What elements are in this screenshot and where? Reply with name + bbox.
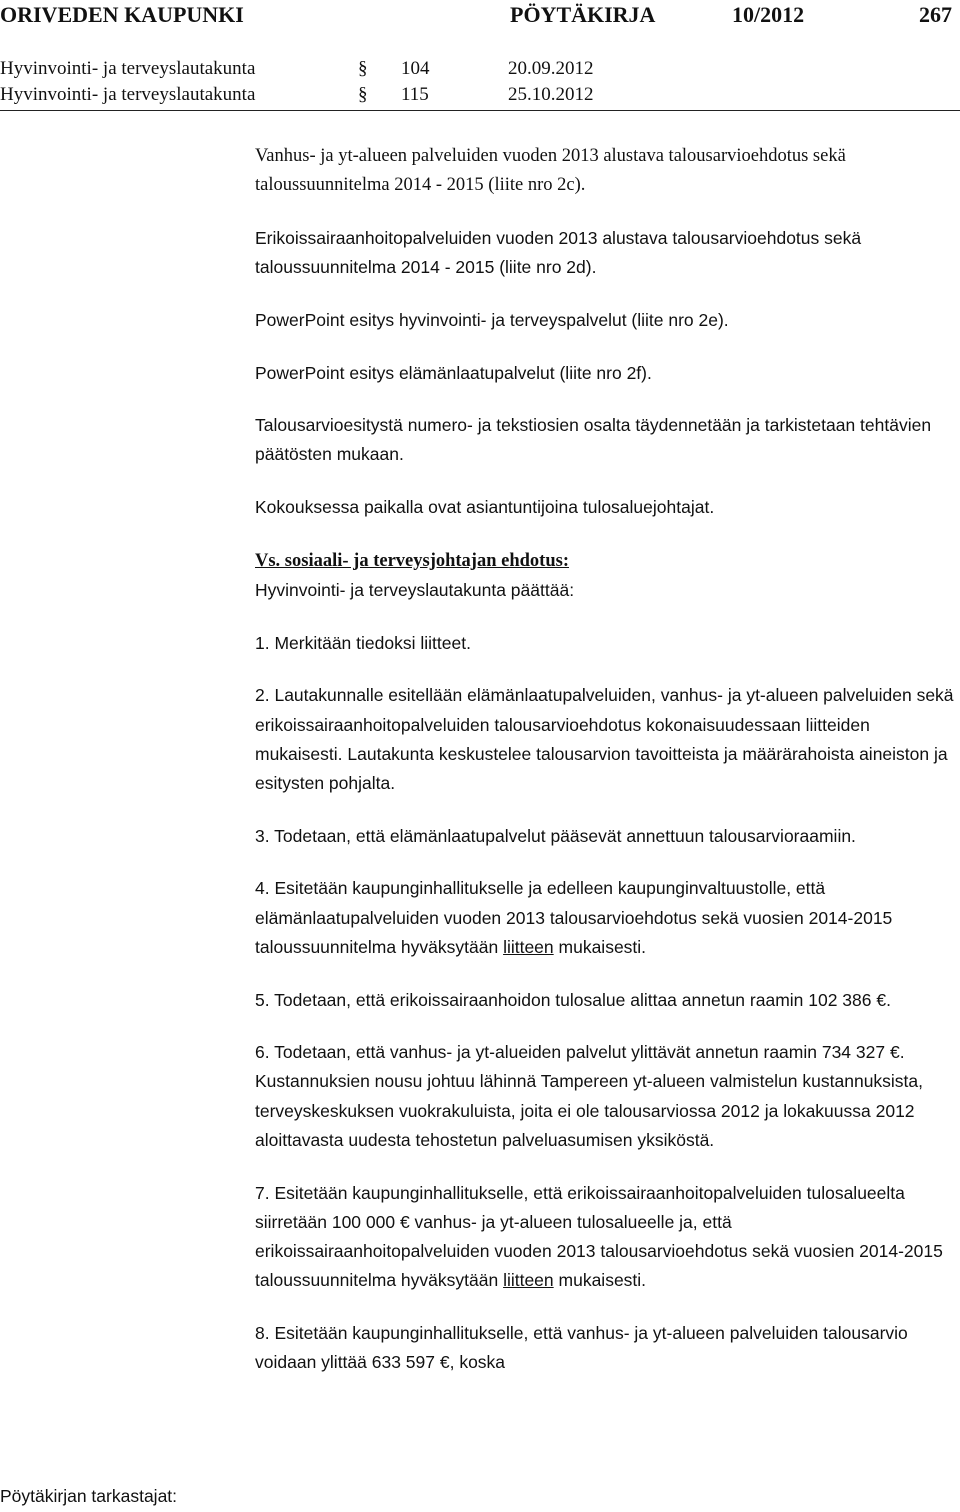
proposal-heading: Vs. sosiaali- ja terveysjohtajan ehdotus: bbox=[255, 550, 569, 571]
paragraph: Erikoissairaanhoitopalveluiden vuoden 2013 alustava talousarvioehdotus sekä taloussuunnitelma 2014 - 2015 (liite nro 2d). bbox=[255, 227, 862, 278]
paragraph: Vanhus- ja yt-alueen palveluiden vuoden 2013 alustava talousarvioehdotus sekä taloussuunnitelma 2014 - 2015 (liite nro 2c). bbox=[255, 146, 846, 196]
decision-item: 2. Lautakunnalle esitellään elämänlaatupalveluiden, vanhus- ja yt-alueen palveluiden sekä erikoissairaanhoitopalveluiden talousarvioehdotus kokonaisuudessaan liitteiden mukaisesti. Lautakunta keskustelee talousarvion tavoitteista ja määrärahoista aineiston ja esitysten pohjalta. bbox=[255, 685, 954, 794]
attachment-link[interactable]: liitteen bbox=[503, 936, 554, 957]
proposal-block bbox=[255, 546, 955, 605]
attachment-link[interactable]: liitteen bbox=[503, 1270, 554, 1291]
decision-item: 6. Todetaan, että vanhus- ja yt-alueiden palvelut ylittävät annetun raamin 734 327 €. Kustannuksien nousu johtuu lähinnä Tampereen yt-alueen valmistelun kustannuksista, terveyskeskuksen vuokrakuluista, joita ei ole talousarviossa 2012 ja lokakuussa 2012 aloittavasta uudesta tehostetun palveluasumisen yksiköstä. bbox=[255, 1042, 924, 1150]
item-text: 7. Esitetään kaupunginhallitukselle, että erikoissairaanhoitopalveluiden tulosalueelta siirretään 100 000 € vanhus- ja yt-alueen tulosalueelle ja, että erikoissairaanhoitopalveluiden vuoden 2013 talousarvioehdotus sekä vuosien 2014-2015 taloussuunnitelma hyväksytään bbox=[255, 1182, 943, 1291]
paragraph: Talousarvioesitystä numero- ja tekstiosien osalta täydennetään ja tarkistetaan tehtävien päätösten mukaan. bbox=[255, 415, 932, 465]
reference-row bbox=[0, 84, 960, 108]
ref-body: Hyvinvointi- ja terveyslautakunta bbox=[0, 58, 256, 79]
section-sign: § bbox=[358, 84, 368, 105]
decision-item: 1. Merkitään tiedoksi liitteet. bbox=[255, 632, 471, 653]
item-text: 4. Esitetään kaupunginhallitukselle ja edelleen kaupunginvaltuustolle, että elämänlaatupalveluiden vuoden 2013 talousarvioehdotus sekä vuosien 2014-2015 taloussuunnitelma hyväksytään bbox=[255, 878, 893, 957]
doc-type: PÖYTÄKIRJA bbox=[510, 2, 656, 27]
item-text: mukaisesti. bbox=[553, 936, 647, 957]
paragraph: PowerPoint esitys hyvinvointi- ja terveyspalvelut (liite nro 2e). bbox=[255, 309, 729, 330]
decision-item bbox=[255, 874, 955, 962]
item-text: mukaisesti. bbox=[553, 1270, 647, 1291]
doc-number: 10/2012 bbox=[732, 2, 805, 27]
page-number: 267 bbox=[919, 2, 952, 27]
decision-item: 3. Todetaan, että elämänlaatupalvelut pääsevät annettuun talousarvioraamiin. bbox=[255, 825, 856, 846]
footer-label: Pöytäkirjan tarkastajat: bbox=[0, 1486, 178, 1506]
document-header bbox=[0, 0, 960, 30]
decision-item: 8. Esitetään kaupunginhallitukselle, että vanhus- ja yt-alueen palveluiden talousarvio voidaan ylittää 633 597 €, koska bbox=[255, 1322, 908, 1373]
paragraph: Kokouksessa paikalla ovat asiantuntijoina tulosaluejohtajat. bbox=[255, 497, 715, 518]
reference-row bbox=[0, 58, 960, 82]
ref-number: 115 bbox=[401, 84, 429, 105]
section-sign: § bbox=[358, 58, 368, 79]
ref-number: 104 bbox=[401, 58, 430, 79]
org-name: ORIVEDEN KAUPUNKI bbox=[0, 2, 244, 27]
decision-item bbox=[255, 1179, 955, 1296]
minutes-body bbox=[255, 142, 955, 1401]
ref-date: 20.09.2012 bbox=[508, 58, 594, 79]
ref-body: Hyvinvointi- ja terveyslautakunta bbox=[0, 84, 256, 105]
ref-date: 25.10.2012 bbox=[508, 84, 594, 105]
header-divider bbox=[0, 110, 960, 111]
paragraph: PowerPoint esitys elämänlaatupalvelut (liite nro 2f). bbox=[255, 362, 652, 383]
proposal-intro: Hyvinvointi- ja terveyslautakunta päättää: bbox=[255, 580, 575, 601]
decision-item: 5. Todetaan, että erikoissairaanhoidon tulosalue alittaa annetun raamin 102 386 €. bbox=[255, 989, 891, 1010]
